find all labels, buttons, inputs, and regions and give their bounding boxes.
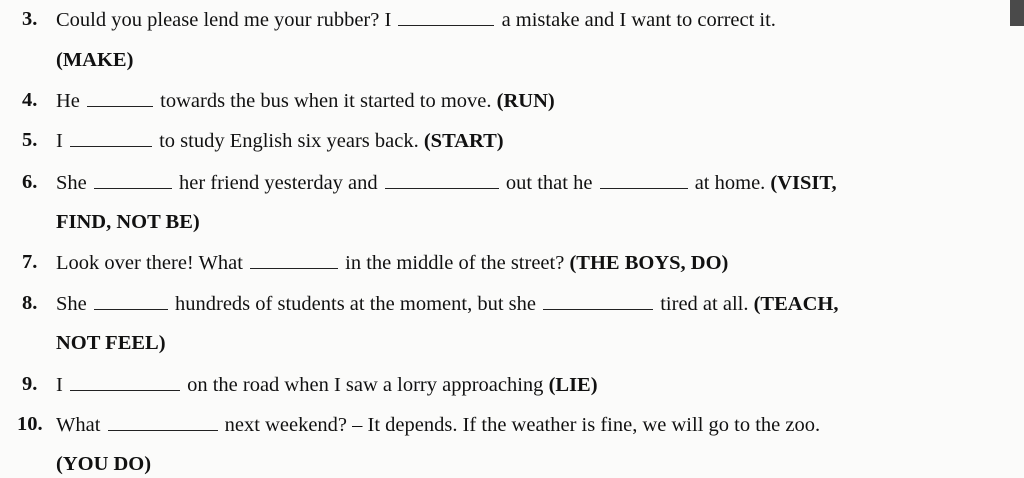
- sentence-text: Look over there! What: [56, 252, 249, 274]
- verb-hint: FIND, NOT BE): [56, 211, 200, 233]
- question-text: [56, 210, 200, 234]
- question-number: 7.: [22, 251, 38, 273]
- answer-blank[interactable]: [398, 7, 494, 26]
- question-number: 6.: [22, 171, 38, 193]
- question-number: 4.: [22, 89, 38, 111]
- verb-hint: (START): [423, 130, 504, 152]
- sentence-text: her friend yesterday and: [173, 172, 383, 194]
- question-text: [56, 412, 820, 437]
- question-number: 3.: [22, 8, 38, 30]
- answer-blank[interactable]: [600, 170, 688, 189]
- sentence-text: hundreds of students at the moment, but she: [169, 293, 542, 315]
- answer-blank[interactable]: [250, 250, 338, 269]
- question-number: 8.: [22, 292, 38, 314]
- verb-hint: (MAKE): [56, 49, 134, 71]
- question-text: [56, 7, 776, 32]
- answer-blank[interactable]: [87, 88, 153, 107]
- sentence-text: Could you please lend me your rubber? I: [56, 9, 397, 31]
- verb-hint: (VISIT,: [770, 172, 837, 194]
- question-text: [56, 48, 133, 72]
- question-text: [56, 452, 151, 476]
- sentence-text: I: [56, 130, 68, 152]
- sentence-text: next weekend? – It depends. If the weather is fine, we will go to the zoo.: [219, 414, 821, 436]
- question-number: 9.: [22, 373, 38, 395]
- question-text: [56, 331, 166, 355]
- question-text: [56, 170, 837, 195]
- verb-hint: (LIE): [548, 374, 598, 396]
- answer-blank[interactable]: [108, 412, 218, 431]
- sentence-text: in the middle of the street?: [340, 252, 570, 274]
- sentence-text: a mistake and I want to correct it.: [496, 9, 776, 31]
- sentence-text: She: [56, 293, 92, 315]
- edge-scroll-marker: [1010, 0, 1024, 26]
- answer-blank[interactable]: [70, 372, 180, 391]
- question-text: [56, 250, 728, 275]
- answer-blank[interactable]: [543, 291, 653, 310]
- question-text: [56, 372, 598, 397]
- sentence-text: tired at all.: [655, 293, 754, 315]
- sentence-text: What: [56, 414, 106, 436]
- sentence-text: out that he: [500, 172, 598, 194]
- answer-blank[interactable]: [94, 291, 168, 310]
- answer-blank[interactable]: [70, 128, 152, 147]
- question-text: [56, 88, 555, 113]
- sentence-text: to study English six years back.: [153, 130, 424, 152]
- verb-hint: NOT FEEL): [56, 332, 166, 354]
- question-text: [56, 128, 504, 153]
- sentence-text: He: [56, 90, 86, 112]
- sentence-text: on the road when I saw a lorry approaching: [181, 374, 549, 396]
- sentence-text: I: [56, 374, 68, 396]
- sentence-text: She: [56, 172, 92, 194]
- verb-hint: (RUN): [496, 90, 555, 112]
- verb-hint: (YOU DO): [56, 453, 152, 475]
- verb-hint: (TEACH,: [753, 293, 839, 315]
- answer-blank[interactable]: [385, 170, 499, 189]
- sentence-text: at home.: [689, 172, 771, 194]
- question-text: [56, 291, 838, 316]
- verb-hint: (THE BOYS, DO): [569, 252, 729, 274]
- answer-blank[interactable]: [94, 170, 172, 189]
- question-number: 5.: [22, 129, 38, 151]
- question-number: 10.: [17, 413, 43, 435]
- sentence-text: towards the bus when it started to move.: [155, 90, 497, 112]
